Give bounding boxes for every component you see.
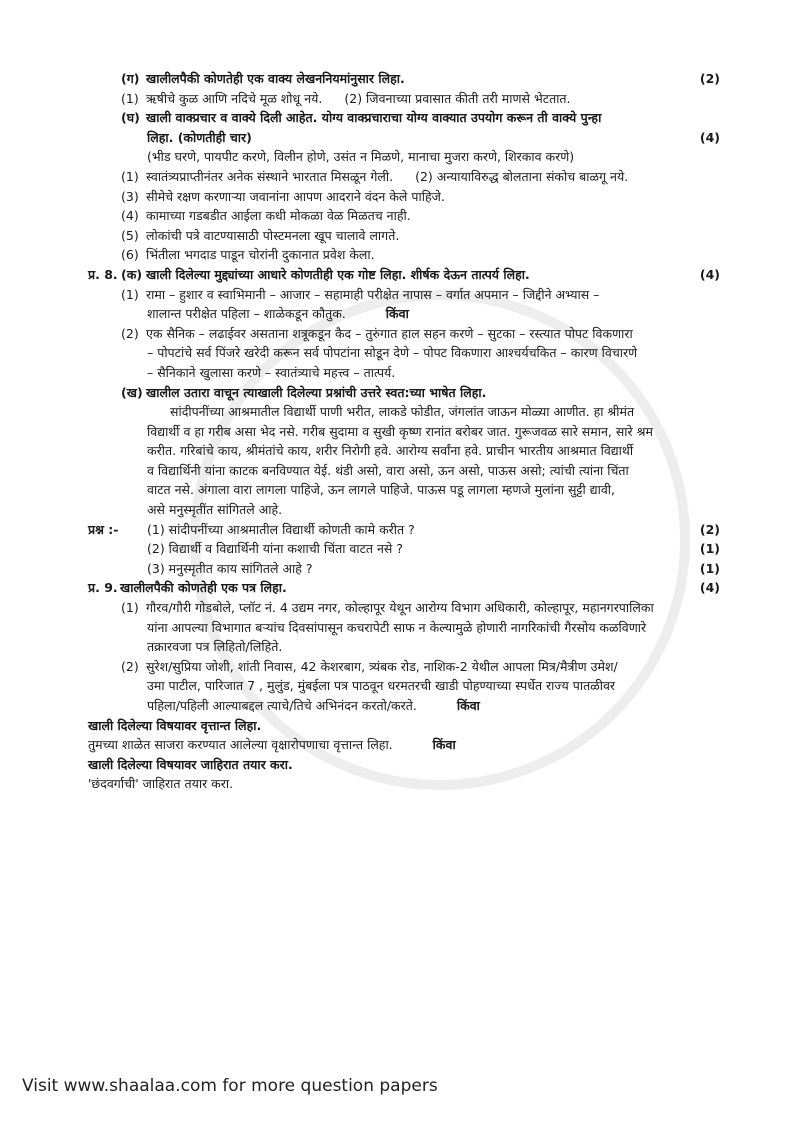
line-text (147, 344, 692, 362)
line-text-second: (2) अन्यायाविरुद्ध बोलताना संकोच बाळगू नये. (415, 168, 629, 184)
line-text (88, 717, 692, 735)
marks-label: (1) (699, 541, 720, 557)
item-number: (ग) (121, 71, 140, 86)
line-text-main: खाली वाक्प्रचार व वाक्ये दिली आहेत. योग्य वाक्प्रचाराचा योग्य वाक्यात उपयोग करून ती वाक्ये पुन्हा (146, 110, 602, 126)
or-label: किंवा (432, 737, 456, 753)
line-text (147, 560, 692, 578)
line-text-main: एक सैनिक – लढाईवर असताना शत्रूकडून कैद – तुरुंगात हाल सहन करणे – सुटका – रस्त्यात पोपट विकणारा (146, 325, 633, 341)
text-line (88, 619, 720, 639)
line-text (146, 227, 692, 245)
line-text (147, 442, 692, 460)
line-text (146, 90, 692, 108)
text-line (88, 501, 720, 521)
text-line (88, 658, 720, 678)
line-text-main: सुरेश/सुप्रिया जोशी, शांती निवास, 42 केशरबाग, त्र्यंबक रोड, नाशिक-2 येथील आपला मित्र/मैत्रीण उमेश/ (146, 658, 618, 674)
line-text-main: असे मनुस्मृतींत सांगितले आहे. (147, 502, 283, 518)
line-text (147, 423, 692, 441)
or-label: किंवा (456, 698, 480, 713)
line-text (88, 736, 692, 754)
line-text-main: 'छंदवर्गाची' जाहिरात तयार करा. (88, 776, 234, 792)
line-text-main: खाली दिलेल्या मुद्द्यांच्या आधारे कोणतीही एक गोष्ट लिहा. शीर्षक देऊन तात्पर्य लिहा. (146, 266, 530, 282)
line-text (147, 403, 692, 421)
item-number: (1) (121, 90, 139, 106)
question-number: प्र. 8. (88, 266, 118, 282)
text-line (88, 599, 720, 619)
text-line (88, 540, 720, 560)
text-line (88, 168, 720, 188)
item-number: (3) (121, 188, 139, 204)
text-line (88, 736, 720, 756)
text-line (88, 462, 720, 482)
text-line (88, 677, 720, 697)
line-text (88, 756, 692, 774)
line-text-main: करीत. गरिबांचे काय, श्रीमंतांचे काय, शरीर निरोगी हवे. आरोग्य सर्वांना हवे. प्राचीन भारतीय आश्रमात विद्यार्थी (147, 443, 634, 459)
item-number: (1) (121, 286, 139, 302)
text-line (88, 286, 720, 306)
line-text-main: यांना आपल्या विभागात बऱ्यांच दिवसांपासून कचरापेटी साफ न केल्यामुळे होणारी नागरिकांची गैरसोय कळविणारे (147, 619, 647, 635)
item-number: (5) (121, 227, 139, 243)
line-text-main: रामा – हुशार व स्वाभिमानी – आजार – सहामाही परीक्षेत नापास – वर्गात अपमान – जिद्दीने अभ्यास – (146, 286, 600, 302)
item-number: (क) (121, 266, 143, 282)
line-text (146, 658, 692, 676)
text-line (88, 305, 720, 325)
text-line (88, 90, 720, 110)
text-line (88, 148, 720, 168)
line-text (146, 325, 692, 343)
line-text-main: पहिला/पहिली आल्याबद्दल त्याचे/तिचे अभिनंदन करतो/करते. (147, 698, 417, 713)
marks-label: (4) (699, 266, 720, 282)
item-number: (ख) (121, 384, 143, 400)
line-text-main: – सैनिकाने खुलासा करणे – स्वातंत्र्याचे महत्त्व – तात्पर्य. (147, 364, 396, 380)
line-text (147, 305, 692, 323)
line-text (147, 501, 692, 519)
line-text-main: भिंतीला भगदाड पाडून चोरांनी दुकानात प्रवेश केला. (146, 247, 375, 263)
text-line (88, 756, 720, 776)
line-text (146, 246, 692, 264)
line-text-main: तक्रारवजा पत्र लिहितो/लिहिते. (147, 639, 283, 655)
line-text (147, 462, 692, 480)
line-text-main: खालीलपैकी कोणतेही एक वाक्य लेखननियमांनुसार लिहा. (146, 71, 405, 86)
line-text (88, 775, 692, 793)
footer-note: Visit www.shaalaa.com for more question papers (22, 1076, 438, 1096)
line-text (146, 599, 692, 617)
line-text (146, 207, 692, 225)
line-text (146, 384, 692, 402)
text-line (88, 717, 720, 737)
text-line (88, 227, 720, 247)
line-text (147, 521, 692, 539)
line-text-main: गौरव/गौरी गोडबोले, प्लॉट नं. 4 उद्यम नगर, कोल्हापूर येथून आरोग्य विभाग अधिकारी, कोल्हापूर, महानगरपालिका (146, 600, 654, 616)
line-text-main: (2) विद्यार्थी व विद्यार्थिनी यांना कशाची चिंता वाटत नसे ? (147, 541, 403, 557)
text-line (88, 423, 720, 443)
text-line (88, 384, 720, 404)
item-number: (1) (121, 600, 139, 616)
item-number: (2) (121, 325, 139, 341)
line-text-main: लोकांची पत्रे वाटण्यासाठी पोस्टमनला खूप चालावे लागते. (146, 227, 400, 243)
question-label: प्रश्न :- (88, 521, 119, 537)
line-text-main: वाटत नसे. अंगाला वारा लागला पाहिजे, ऊन लागले पाहिजे. पाऊस पडू लागला म्हणजे मुलांना सुट्टी द्यावी, (147, 482, 616, 498)
line-text (147, 148, 692, 166)
line-text (146, 70, 692, 88)
line-text-main: – पोपटांचे सर्व पिंजरे खरेदी करून सर्व पोपटांना सोडून देणे – पोपट विकणारा आश्चर्यचकित – कारण विचारणे (147, 345, 638, 361)
line-text-main: व विद्यार्थिनी यांना काटक बनविण्यात येई. थंडी असो, वारा असो, ऊन असो, पाऊस असो; त्यांची त्यांना चिंता (147, 462, 629, 478)
item-number: (घ) (121, 110, 140, 126)
text-line (88, 697, 720, 717)
text-line (88, 266, 720, 286)
item-number: (1) (121, 168, 139, 184)
line-text-main: (भीड घरणे, पायपीट करणे, विलीन होणे, उसंत न मिळणे, मानाचा मुजरा करणे, शिरकाव करणे) (147, 149, 575, 165)
line-text-main: खाली दिलेल्या विषयावर जाहिरात तयार करा. (88, 756, 293, 772)
text-line (88, 207, 720, 227)
line-text-main: (1) सांदीपनींच्या आश्रमातील विद्यार्थी कोणती कामे करीत ? (147, 521, 415, 537)
line-text (147, 364, 692, 382)
line-text (146, 266, 692, 284)
text-line (88, 129, 720, 149)
line-text-main: खालीलपैकी कोणतेही एक पत्र लिहा. (120, 580, 287, 596)
line-text-main: तुमच्या शाळेत साजरा करण्यात आलेल्या वृक्षारोपणाचा वृत्तान्त लिहा. (88, 737, 393, 753)
line-text (147, 697, 692, 715)
line-text-main: स्वातंत्र्यप्राप्तीनंतर अनेक संस्थाने भारतात मिसळून गेली. (146, 168, 394, 184)
question-paper-page (88, 70, 720, 795)
line-text-main: विद्यार्थी व हा गरीब असा भेद नसे. गरीब सुदामा व सुखी कृष्ण रानांत बरोबर जात. गुरूजवळ सारे समान, सारे श्रम (147, 423, 653, 439)
line-text-main: सीमेचे रक्षण करणाऱ्या जवानांना आपण आदराने वंदन केले पाहिजे. (146, 188, 445, 204)
item-number: (2) (121, 658, 139, 674)
line-text-main: (3) मनुस्मृतीत काय सांगितले आहे ? (147, 560, 313, 576)
text-line (88, 775, 720, 795)
line-text-main: उमा पाटील, पारिजात 7 , मुलुंड, मुंबईला पत्र पाठवून धरमतरची खाडी पोहण्याच्या स्पर्धेत राज्य पातळीवर (147, 678, 616, 694)
text-line (88, 344, 720, 364)
line-text (120, 579, 692, 597)
text-line (88, 579, 720, 599)
text-line (88, 246, 720, 266)
marks-label: (4) (699, 129, 720, 145)
text-line (88, 70, 720, 90)
or-label: किंवा (385, 306, 409, 322)
text-line (88, 442, 720, 462)
line-text (146, 286, 692, 304)
line-text (147, 638, 692, 656)
line-text (147, 540, 692, 558)
text-line (88, 364, 720, 384)
line-text-main: सांदीपनींच्या आश्रमातील विद्यार्थी पाणी भरीत, लाकडे फोडीत, जंगलांत जाऊन मोळ्या आणीत. हा श्रीमंत (170, 404, 635, 420)
line-text-second: (2) जिवनाच्या प्रवासात कीती तरी माणसे भेटतात. (344, 90, 571, 106)
line-text (146, 109, 692, 127)
line-text-main: खाली दिलेल्या विषयावर वृत्तान्त लिहा. (88, 717, 262, 733)
line-text-main: शालान्त परीक्षेत पहिला – शाळेकडून कौतुक. (147, 306, 346, 322)
line-text (147, 129, 692, 147)
line-text (147, 677, 692, 695)
marks-label: (1) (699, 560, 720, 576)
question-number: प्र. 9. (88, 580, 118, 596)
text-line (88, 560, 720, 580)
line-text (147, 481, 692, 499)
item-number: (4) (121, 208, 139, 224)
line-text-main: खालील उतारा वाचून त्याखाली दिलेल्या प्रश्नांची उत्तरे स्वत:च्या भाषेत लिहा. (146, 384, 487, 400)
text-line (88, 109, 720, 129)
text-line (88, 188, 720, 208)
text-line (88, 521, 720, 541)
line-text-main: कामाच्या गडबडीत आईला कधी मोकळा वेळ मिळतच नाही. (146, 208, 411, 224)
item-number: (6) (121, 247, 139, 263)
marks-label: (4) (699, 580, 720, 596)
line-text (146, 168, 692, 186)
line-text-main: लिहा. (कोणतीही चार) (147, 129, 252, 145)
text-line (88, 638, 720, 658)
line-text (147, 619, 692, 637)
marks-label: (2) (699, 71, 720, 86)
marks-label: (2) (699, 521, 720, 537)
text-line (88, 325, 720, 345)
line-text-main: ऋषीचे कुळ आणि नदिचे मूळ शोधू नये. (146, 90, 323, 106)
text-line (88, 403, 720, 423)
line-text (146, 188, 692, 206)
text-line (88, 481, 720, 501)
